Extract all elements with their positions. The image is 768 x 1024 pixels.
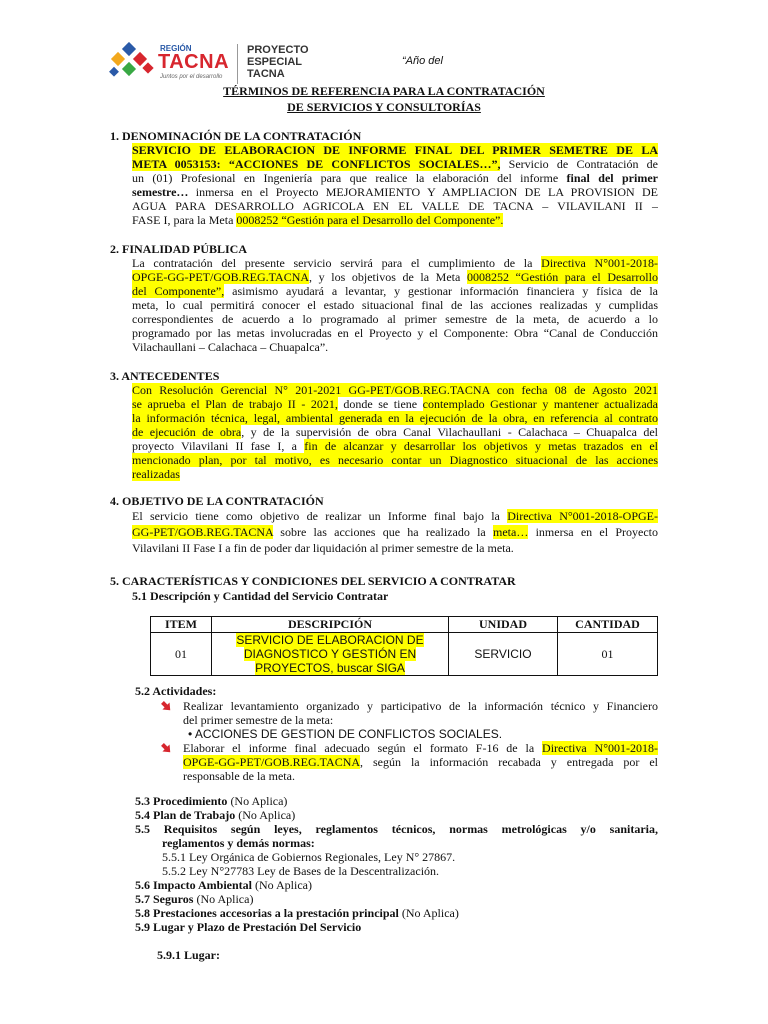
desc-line1: SERVICIO DE ELABORACION DE xyxy=(236,633,424,647)
not-applicable: (No Aplica) xyxy=(227,794,288,808)
s3-line1 xyxy=(132,383,658,398)
sub-5-3-label: 5.3 Procedimiento xyxy=(135,794,228,808)
s1-text: FASE I, para la Meta xyxy=(132,213,237,227)
sub-5-3 xyxy=(135,794,287,809)
sub-5-8-label: 5.8 Prestaciones accesorias a la prestación principal xyxy=(135,906,399,920)
s1-service-name: SERVICIO DE ELABORACION DE INFORME FINAL DEL PRIMER SEMETRE DE LA xyxy=(132,143,658,157)
s3-text: , y de la supervisión de obra Canal Vilachaullani - Calachaca – Chuapalca del xyxy=(241,425,658,439)
table-header-desc: DESCRIPCIÓN xyxy=(212,617,449,633)
s1-bold-text: final del primer xyxy=(566,171,658,185)
section5-heading: 5. CARACTERÍSTICAS Y CONDICIONES DEL SERVICIO A CONTRATAR xyxy=(110,574,516,588)
s3-highlight: realizadas xyxy=(132,467,180,481)
s1-text: Servicio de Contratación de xyxy=(500,157,658,171)
s4-line2 xyxy=(132,525,658,540)
arrow-bullet-icon xyxy=(160,742,172,754)
s3-line7 xyxy=(132,467,180,482)
s3-line2 xyxy=(132,397,658,412)
act1-line2: del primer semestre de la meta: xyxy=(183,713,334,727)
section1-heading: 1. DENOMINACIÓN DE LA CONTRATACIÓN xyxy=(110,129,362,143)
s1-line3 xyxy=(132,171,658,186)
section4-heading: 4. OBJETIVO DE LA CONTRATACIÓN xyxy=(110,494,324,508)
region-small-label: REGIÓN xyxy=(160,44,192,53)
section3-heading: 3. ANTECEDENTES xyxy=(110,369,220,383)
s2-text: , y los objetivos de la Meta xyxy=(309,270,467,284)
sub-5-7 xyxy=(135,892,253,907)
not-applicable: (No Aplica) xyxy=(193,892,254,906)
region-tagline: Juntos por el desarrollo xyxy=(160,74,223,80)
s2-line7: Vilachaullani – Calachaca – Chuapalca”. xyxy=(132,340,329,354)
s3-line6 xyxy=(132,453,658,468)
sub-5-5-line2: reglamentos y demás normas: xyxy=(162,836,315,850)
sub-5-8 xyxy=(135,906,459,921)
s2-line2 xyxy=(132,270,658,285)
table-cell-item: 01 xyxy=(151,633,212,676)
s1-line2 xyxy=(132,157,658,172)
not-applicable: (No Aplica) xyxy=(252,878,312,892)
s1-text: inmersa en el Proyecto MEJORAMIENTO Y AMPLIACION DE LA PROVISION DE xyxy=(188,185,658,199)
s3-highlight: la información técnica, legal, ambiental generada en la ejecución de la obra, en referencia al contrato xyxy=(132,411,658,425)
doc-title-line2: DE SERVICIOS Y CONSULTORÍAS xyxy=(287,100,481,114)
s1-line5: AGUA PARA DESARROLLO AGRICOLA EN EL VALLE DE TACNA – VILAVILANI II – xyxy=(132,199,658,213)
sub-5-1-heading: 5.1 Descripción y Cantidad del Servicio Contratar xyxy=(132,589,389,603)
project-line2: ESPECIAL xyxy=(247,56,303,68)
s4-text: sobre las acciones que ha realizado la xyxy=(273,525,494,539)
project-line1: PROYECTO xyxy=(247,44,309,56)
sub-5-2-heading: 5.2 Actividades: xyxy=(135,684,217,698)
s1-meta-highlight: 0008252 “Gestión para el Desarrollo del Componente”. xyxy=(236,213,504,227)
doc-title-line1: TÉRMINOS DE REFERENCIA PARA LA CONTRATACIÓN xyxy=(223,84,545,98)
s2-text: La contratación del presente servicio servirá para el cumplimiento de la xyxy=(132,256,542,270)
s3-highlight: de ejecución de obra xyxy=(132,425,242,439)
s4-text: El servicio tiene como objetivo de realizar un Informe final bajo la xyxy=(132,509,508,523)
s2-line3 xyxy=(132,284,658,299)
s3-resolution: Con Resolución Gerencial N° 201-2021 GG-PET/GOB.REG.TACNA con fecha 08 de Agosto 2021 xyxy=(132,383,658,397)
act2-line2 xyxy=(183,755,658,770)
sub-5-5-1: 5.5.1 Ley Orgánica de Gobiernos Regionales, Ley N° 27867. xyxy=(162,850,456,864)
s1-bold-text: semestre… xyxy=(132,185,189,199)
s4-meta: meta… xyxy=(493,525,529,539)
table-cell-desc xyxy=(212,633,449,676)
s4-directive: Directiva N°001-2018-OPGE- xyxy=(507,509,658,523)
sub-5-6 xyxy=(135,878,312,893)
s1-line1 xyxy=(132,143,658,158)
s3-text: donde se tiene xyxy=(337,397,423,411)
s1-line6 xyxy=(132,213,503,228)
service-table xyxy=(150,616,658,676)
sub-5-9: 5.9 Lugar y Plazo de Prestación Del Servicio xyxy=(135,920,362,934)
region-tacna-logo xyxy=(108,42,233,84)
s3-line5 xyxy=(132,439,658,454)
act2-directive: Directiva N°001-2018- xyxy=(542,741,658,755)
sub-5-4-label: 5.4 Plan de Trabajo xyxy=(135,808,236,822)
section2-heading: 2. FINALIDAD PÚBLICA xyxy=(110,242,248,256)
sub-5-7-label: 5.7 Seguros xyxy=(135,892,194,906)
sub-5-5-line1: 5.5 Requisitos según leyes, reglamentos técnicos, normas metrológicas y/o sanitaria, xyxy=(135,822,658,836)
region-logo-icon xyxy=(108,42,156,84)
s2-meta: del Componente”, xyxy=(132,284,225,298)
s3-highlight: se aprueba el Plan de trabajo II - 2021, xyxy=(132,397,338,411)
act2-directive: OPGE-GG-PET/GOB.REG.TACNA xyxy=(183,755,361,769)
not-applicable: (No Aplica) xyxy=(398,906,459,920)
s2-line4: meta, lo cual permitirá conocer el estado situacional final de las acciones realizadas y cumplidas xyxy=(132,298,658,312)
s4-line1 xyxy=(132,509,658,524)
table-cell-unit: SERVICIO xyxy=(449,633,558,676)
arrow-bullet-icon xyxy=(160,700,172,712)
project-logo xyxy=(247,44,309,80)
s4-line3: Vilavilani II Fase I a fin de poder dar liquidación al primer semestre de la meta. xyxy=(132,541,514,555)
project-line3: TACNA xyxy=(247,68,285,80)
s2-directive: OPGE-GG-PET/GOB.REG.TACNA xyxy=(132,270,310,284)
s2-line6: programado por las metas involucradas en el Proyecto y el Componente: Obra “Canal de Conducción xyxy=(132,326,658,340)
sub-5-6-label: 5.6 Impacto Ambiental xyxy=(135,878,252,892)
act2-line3: responsable de la meta. xyxy=(183,769,295,783)
s3-highlight: contemplado Gestionar y mantener actualizada xyxy=(422,397,658,411)
logo-divider xyxy=(237,44,238,84)
s2-directive: Directiva N°001-2018- xyxy=(541,256,658,270)
act1-line1: Realizar levantamiento organizado y participativo de la información técnico y Financiero xyxy=(183,699,658,713)
table-header-item: ITEM xyxy=(151,617,212,633)
act2-line1 xyxy=(183,741,658,756)
s2-meta: 0008252 “Gestión para el Desarrollo xyxy=(466,270,658,284)
s3-line3 xyxy=(132,411,658,426)
sub-5-4 xyxy=(135,808,295,823)
s1-meta-name: META 0053153: “ACCIONES DE CONFLICTOS SOCIALES…”, xyxy=(132,157,501,171)
table-header-unit: UNIDAD xyxy=(449,617,558,633)
s1-line4 xyxy=(132,185,658,200)
sub-5-5-2: 5.5.2 Ley N°27783 Ley de Bases de la Descentralización. xyxy=(162,864,440,878)
year-motto: “Año del xyxy=(402,55,443,67)
s2-text: asimismo ayudará a levantar, y gestionar información financiera y física de la xyxy=(224,284,658,298)
table-header-qty: CANTIDAD xyxy=(558,617,658,633)
act1-subitem: • ACCIONES DE GESTION DE CONFLICTOS SOCIALES. xyxy=(188,727,503,741)
act2-text: , según la información recabada y entregada por el xyxy=(360,755,658,769)
s3-highlight: fin de alcanzar y desarrollar los objetivos y metas trazados en el xyxy=(304,439,658,453)
s3-highlight: mencionado plan, por tal motivo, es necesario contar un Diagnostico situacional de las acciones xyxy=(132,453,658,467)
s2-line1 xyxy=(132,256,658,271)
s3-line4 xyxy=(132,425,658,440)
desc-line3: PROYECTOS, buscar SIGA xyxy=(255,661,405,675)
s4-text: inmersa en el Proyecto xyxy=(528,525,658,539)
s4-directive: GG-PET/GOB.REG.TACNA xyxy=(132,525,274,539)
table-row xyxy=(151,633,658,676)
act2-text: Elaborar el informe final adecuado según el formato F-16 de la xyxy=(183,741,543,755)
region-big-label: TACNA xyxy=(158,51,230,73)
table-cell-qty: 01 xyxy=(558,633,658,676)
s3-text: proyecto Vilavilani II fase I, a xyxy=(132,439,305,453)
not-applicable: (No Aplica) xyxy=(235,808,296,822)
sub-5-9-1: 5.9.1 Lugar: xyxy=(157,948,220,962)
s2-line5: correspondientes de acuerdo a lo programado al primer semestre de la meta, de acuerdo a lo xyxy=(132,312,658,326)
s1-text: un (01) Profesional en Ingeniería para que realice la elaboración del informe xyxy=(132,171,567,185)
desc-line2: DIAGNOSTICO Y GESTIÓN EN xyxy=(243,647,417,661)
table-header-row xyxy=(151,617,658,633)
